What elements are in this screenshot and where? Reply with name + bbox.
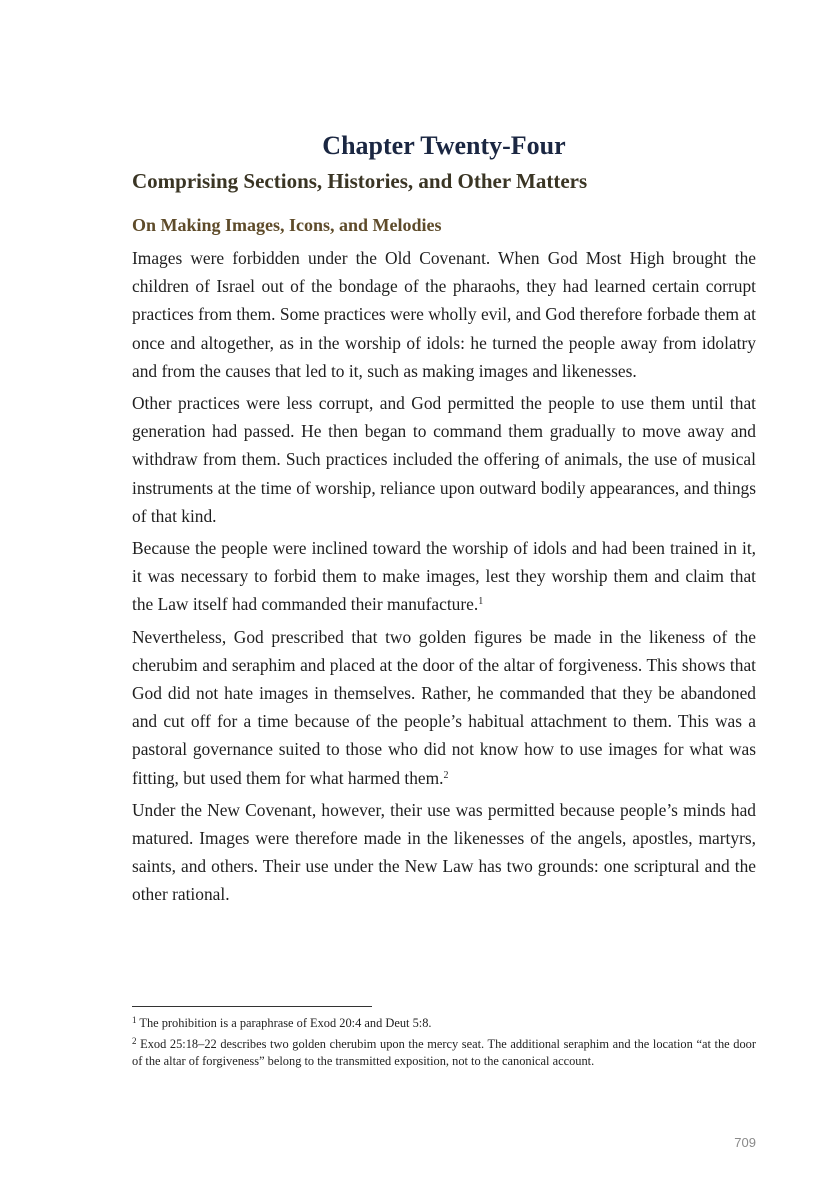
footnote-divider	[132, 1006, 372, 1007]
paragraph	[132, 534, 756, 619]
paragraph-text: Other practices were less corrupt, and God permitted the people to use them until that generation had passed. He then began to command them gradually to move away and withdraw from them. Such practices included the offering of animals, the use of musical instruments at the time of worship, reliance upon outward bodily appearances, and things of that kind.	[132, 393, 756, 526]
chapter-title: Chapter Twenty-Four	[322, 131, 566, 160]
footnote-ref[interactable]: 2	[443, 769, 449, 781]
paragraph	[132, 796, 756, 909]
footnote	[132, 1036, 756, 1071]
paragraph-text: Images were forbidden under the Old Covenant. When God Most High brought the children of Israel out of the bondage of the pharaohs, they had learned certain corrupt practices from them. Some practices were wholly evil, and God therefore forbade them at once and altogether, as in the worship of idols: he turned the people away from idolatry and from the causes that led to it, such as making images and likenesses.	[132, 248, 756, 381]
footnote-marker: 1	[132, 1015, 137, 1025]
footnote-marker: 2	[132, 1035, 137, 1046]
section-title: Comprising Sections, Histories, and Other Matters	[132, 169, 588, 193]
page-number: 709	[734, 1135, 756, 1150]
paragraph	[132, 244, 756, 385]
paragraph	[132, 623, 756, 792]
footnote-text: The prohibition is a paraphrase of Exod 20:4 and Deut 5:8.	[139, 1016, 432, 1030]
page-body	[132, 128, 756, 913]
subsection-title: On Making Images, Icons, and Melodies	[132, 215, 442, 235]
paragraph-text: Nevertheless, God prescribed that two golden figures be made in the likeness of the cherubim and seraphim and placed at the door of the altar of forgiveness. This shows that God did not hate images in themselves. Rather, he commanded that they be abandoned and cut off for a time because of the people’s habitual attachment to them. This was a pastoral governance suited to those who did not know how to use images for what was fitting, but used them for what harmed them.	[132, 626, 756, 788]
footnotes	[132, 1006, 756, 1074]
footnote	[132, 1015, 756, 1033]
footnote-text: Exod 25:18–22 describes two golden cherubim upon the mercy seat. The additional seraphim and the location “at the door of the altar of forgiveness” belong to the transmitted exposition, not to the canonical account.	[132, 1036, 756, 1068]
paragraph	[132, 389, 756, 530]
paragraph-text: Because the people were inclined toward the worship of idols and had been trained in it, it was necessary to forbid them to make images, lest they worship them and claim that the Law itself had commanded their manufacture.	[132, 538, 756, 615]
footnote-ref[interactable]: 1	[478, 596, 484, 608]
paragraph-text: Under the New Covenant, however, their use was permitted because people’s minds had matured. Images were therefore made in the likenesses of the angels, apostles, martyrs, saints, and others. Their use under the New Law has two grounds: one scriptural and the other rational.	[132, 799, 756, 905]
